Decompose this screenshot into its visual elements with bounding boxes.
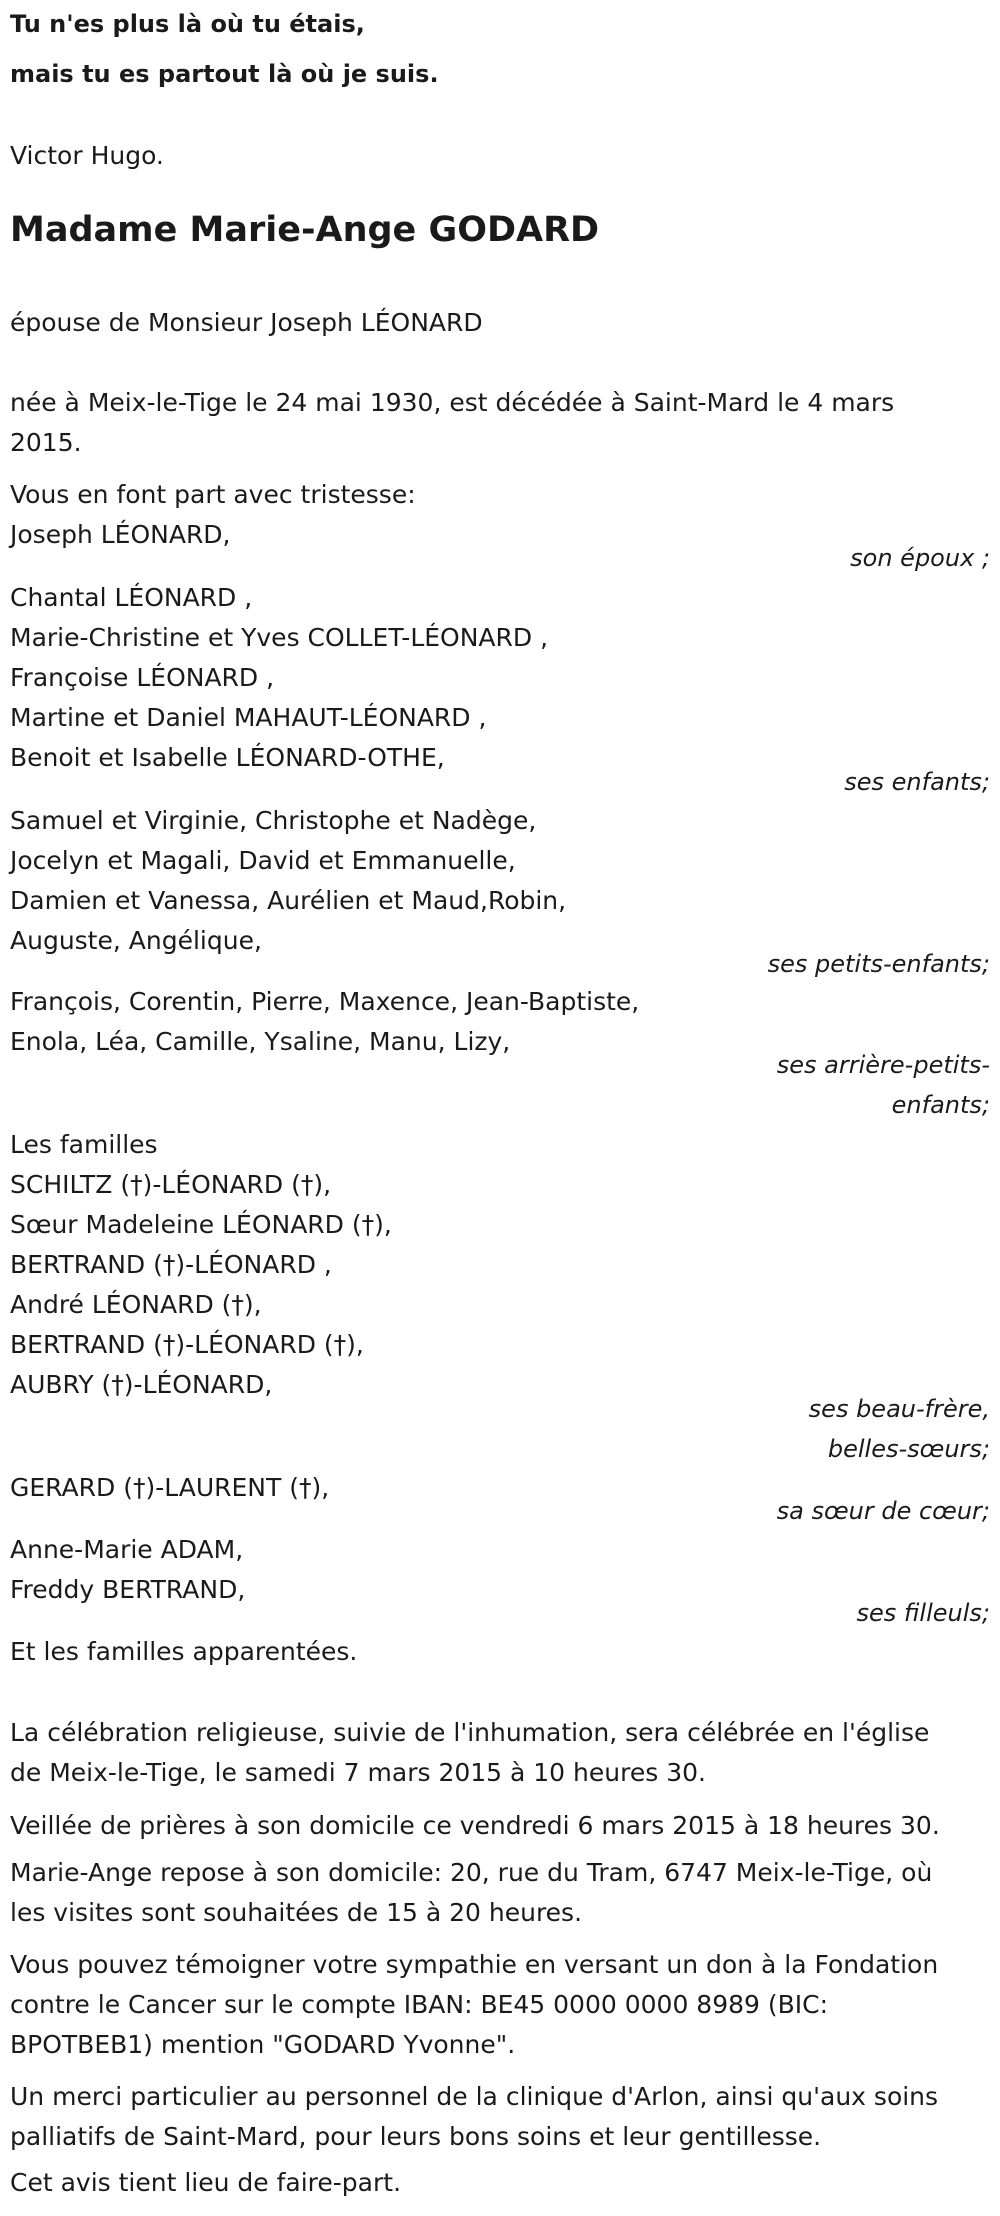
family-name: Martine et Daniel MAHAUT-LÉONARD , bbox=[10, 703, 487, 732]
family-name: BERTRAND (†)-LÉONARD (†), bbox=[10, 1330, 364, 1359]
paragraph-thanks: Un merci particulier au personnel de la clinique d'Arlon, ainsi qu'aux soins palliatifs de Saint-Mard, pour leurs bons soins et leur gentillesse. bbox=[10, 2082, 939, 2151]
relation-children: ses enfants; bbox=[844, 768, 990, 796]
paragraph-visits: Marie-Ange repose à son domicile: 20, rue du Tram, 6747 Meix-le-Tige, où les visites sont souhaitées de 15 à 20 heures. bbox=[10, 1858, 933, 1927]
relation-great-grandchildren: ses arrière-petits-enfants; bbox=[776, 1051, 990, 1119]
family-name: Freddy BERTRAND, bbox=[10, 1575, 246, 1604]
relation-grandchildren: ses petits-enfants; bbox=[767, 950, 990, 978]
family-name: Les familles bbox=[10, 1130, 158, 1159]
family-name: Joseph LÉONARD, bbox=[10, 520, 231, 549]
family-group-in-laws bbox=[10, 1125, 950, 1405]
family-name: Damien et Vanessa, Aurélien et Maud,Robin, bbox=[10, 886, 567, 915]
family-name: Auguste, Angélique, bbox=[10, 926, 262, 955]
family-name: Chantal LÉONARD , bbox=[10, 583, 253, 612]
family-name: BERTRAND (†)-LÉONARD , bbox=[10, 1250, 332, 1279]
relation-in-laws: ses beau-frère, belles-sœurs; bbox=[808, 1395, 990, 1463]
relation-spouse: son époux ; bbox=[850, 544, 990, 572]
family-name: Enola, Léa, Camille, Ysaline, Manu, Lizy, bbox=[10, 1027, 511, 1056]
family-name: André LÉONARD (†), bbox=[10, 1290, 262, 1319]
family-name: AUBRY (†)-LÉONARD, bbox=[10, 1370, 273, 1399]
family-name: Anne-Marie ADAM, bbox=[10, 1535, 244, 1564]
relation-godchildren: ses filleuls; bbox=[856, 1599, 990, 1627]
deceased-name: Madame Marie-Ange GODARD bbox=[10, 210, 600, 250]
epigraph-author: Victor Hugo. bbox=[10, 141, 164, 170]
paragraph-donation: Vous pouvez témoigner votre sympathie en versant un don à la Fondation contre le Cancer sur le compte IBAN: BE45 0000 0000 8989 (BIC: BPOTBEB1) mention "GODARD Yvonne". bbox=[10, 1950, 939, 2059]
epigraph-line-2: mais tu es partout là où je suis. bbox=[10, 60, 439, 88]
family-group-children bbox=[10, 578, 950, 778]
family-name: François, Corentin, Pierre, Maxence, Jean-Baptiste, bbox=[10, 987, 640, 1016]
epigraph-line-1: Tu n'es plus là où tu étais, bbox=[10, 10, 365, 38]
family-group-grandchildren bbox=[10, 801, 950, 961]
family-name: GERARD (†)-LAURENT (†), bbox=[10, 1473, 330, 1502]
paragraph-ceremony: La célébration religieuse, suivie de l'inhumation, sera célébrée en l'église de Meix-le-Tige, le samedi 7 mars 2015 à 10 heures 30. bbox=[10, 1718, 930, 1787]
birth-death-line: née à Meix-le-Tige le 24 mai 1930, est décédée à Saint-Mard le 4 mars 2015. bbox=[10, 388, 895, 457]
family-name: Marie-Christine et Yves COLLET-LÉONARD , bbox=[10, 623, 549, 652]
families-related: Et les familles apparentées. bbox=[10, 1637, 358, 1666]
family-name: Françoise LÉONARD , bbox=[10, 663, 275, 692]
paragraph-faire-part: Cet avis tient lieu de faire-part. bbox=[10, 2168, 402, 2197]
family-name: Samuel et Virginie, Christophe et Nadège, bbox=[10, 806, 537, 835]
announcement-intro: Vous en font part avec tristesse: bbox=[10, 480, 416, 509]
family-name: Jocelyn et Magali, David et Emmanuelle, bbox=[10, 846, 516, 875]
paragraph-vigil: Veillée de prières à son domicile ce vendredi 6 mars 2015 à 18 heures 30. bbox=[10, 1811, 940, 1840]
family-name: Benoit et Isabelle LÉONARD-OTHE, bbox=[10, 743, 445, 772]
relation-heart-sister: sa sœur de cœur; bbox=[776, 1497, 990, 1525]
family-name: SCHILTZ (†)-LÉONARD (†), bbox=[10, 1170, 332, 1199]
spouse-line: épouse de Monsieur Joseph LÉONARD bbox=[10, 308, 483, 337]
family-name: Sœur Madeleine LÉONARD (†), bbox=[10, 1210, 392, 1239]
